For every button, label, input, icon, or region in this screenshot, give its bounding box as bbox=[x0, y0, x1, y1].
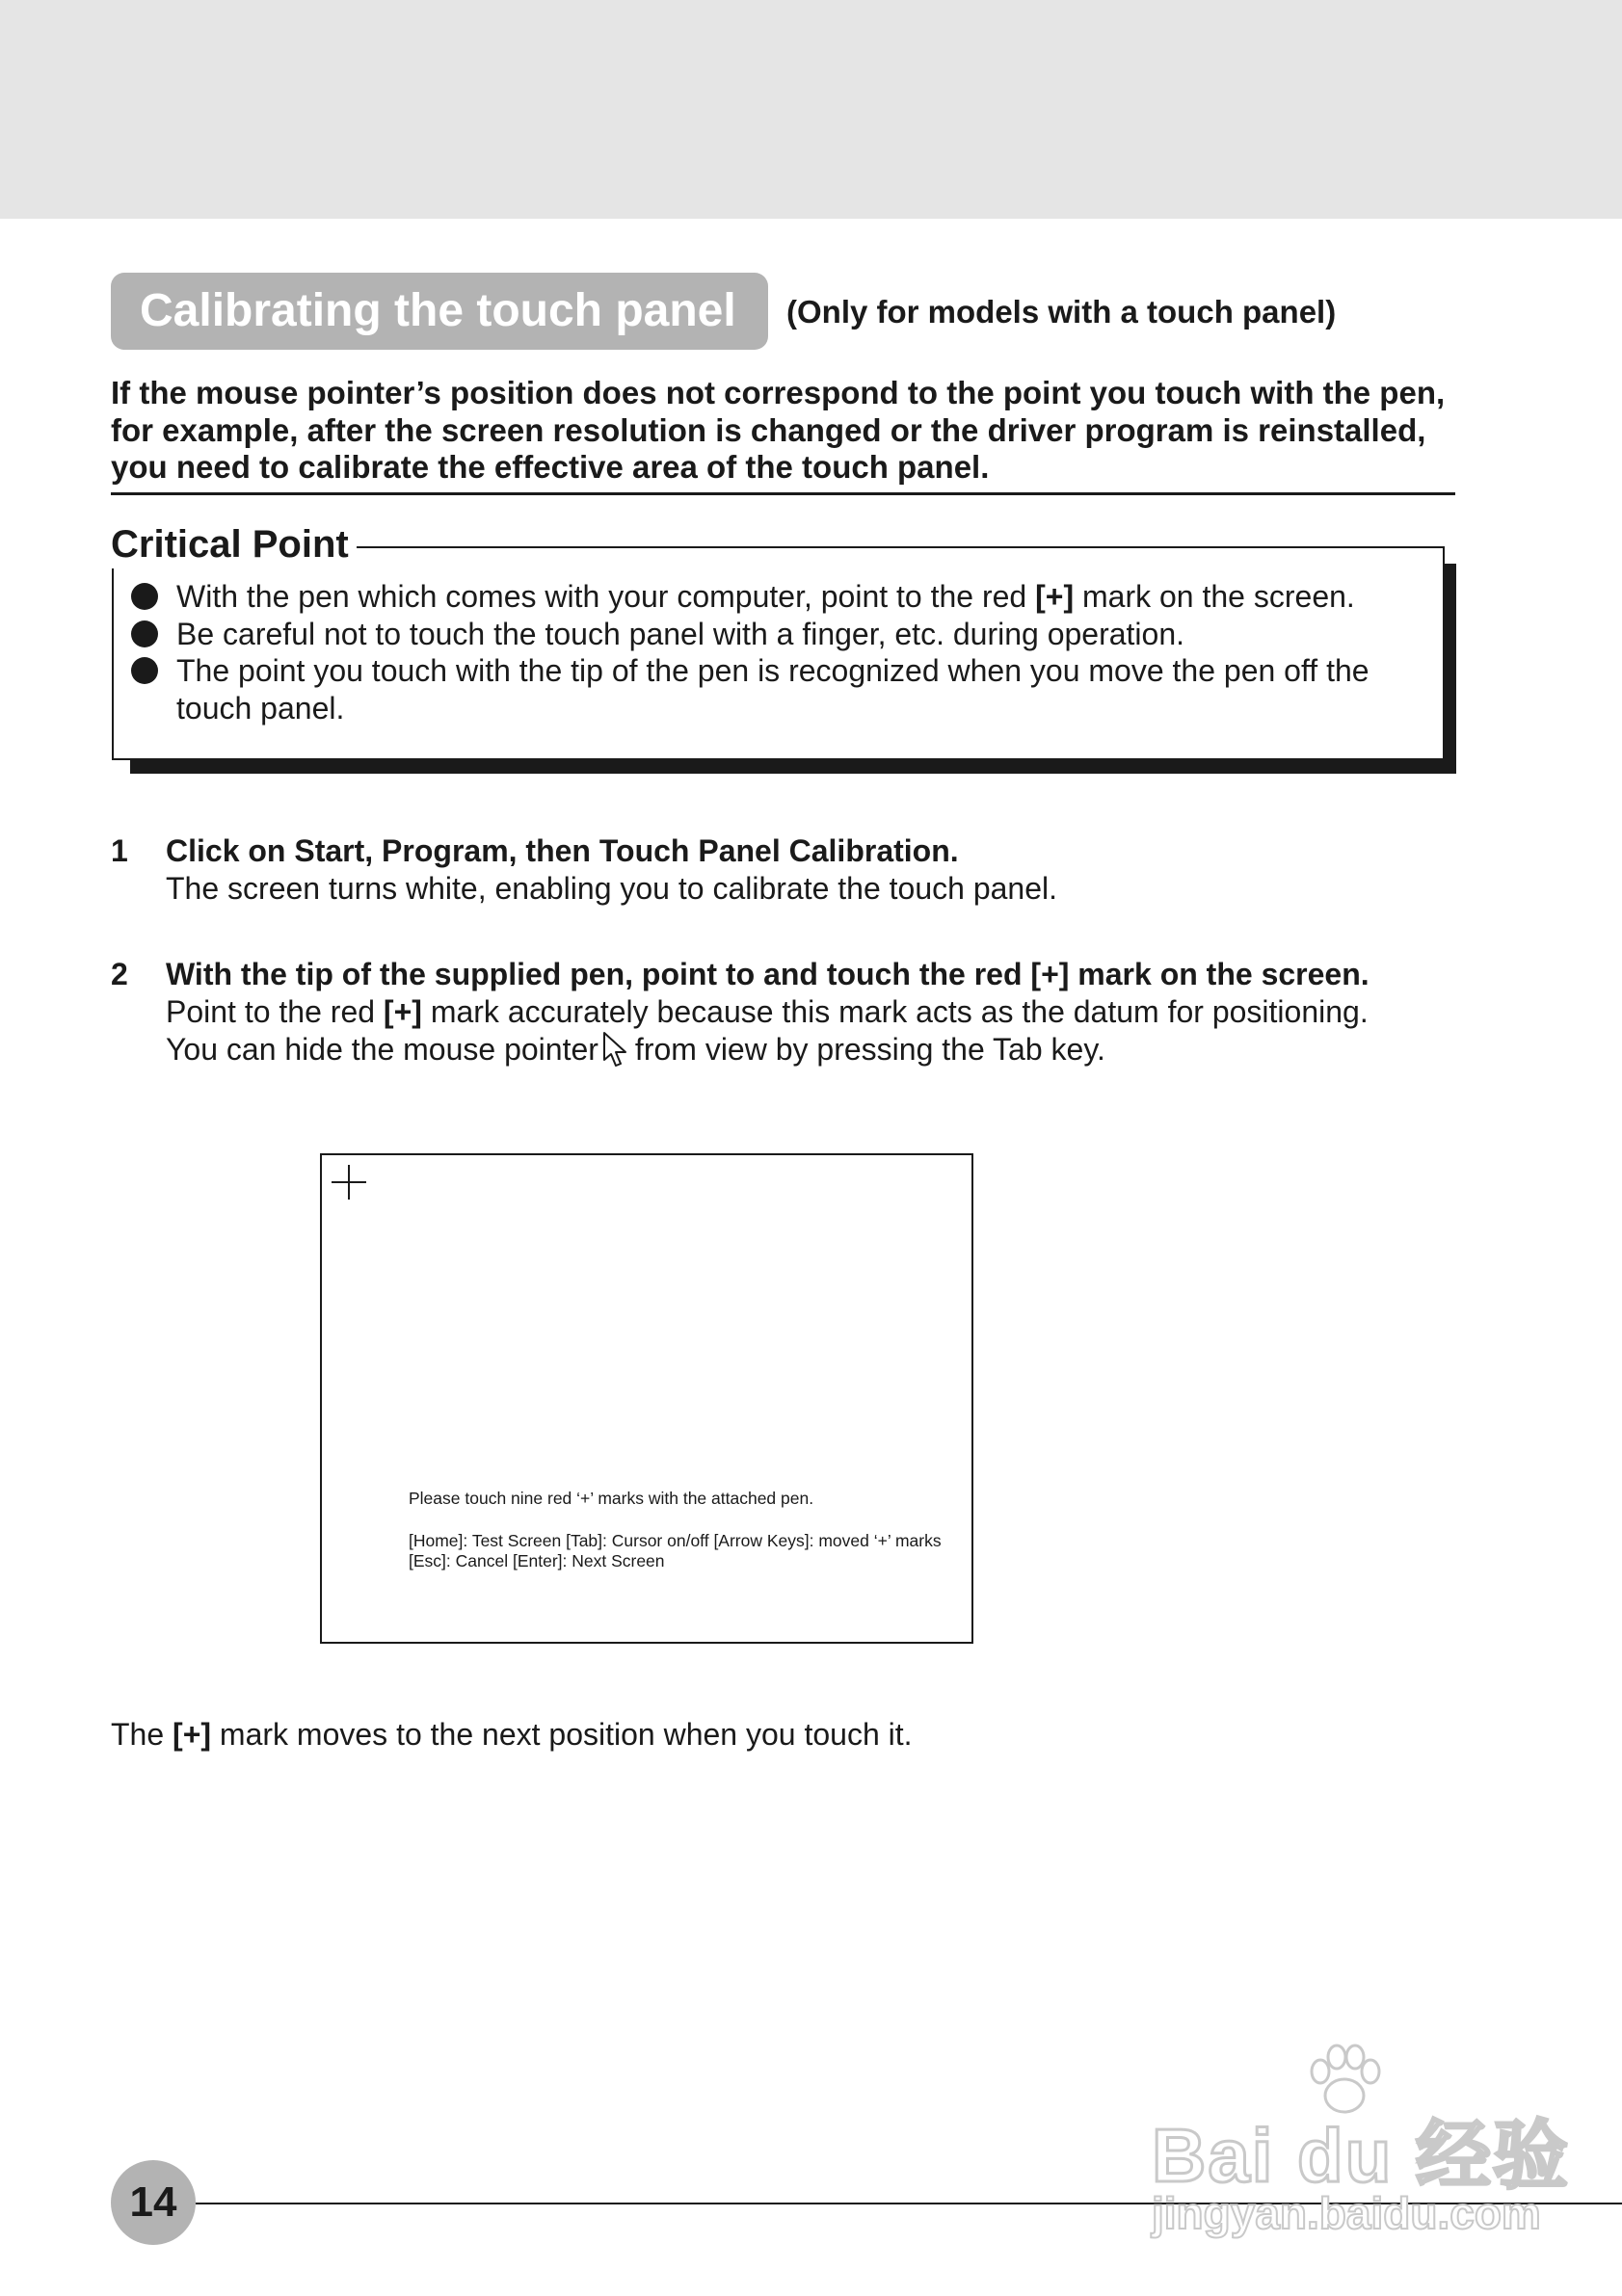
item-text: With the pen which comes with your computer, point to the red bbox=[176, 579, 1036, 614]
item-text: Be careful not to touch the touch panel with a finger, etc. during operation. bbox=[176, 616, 1185, 651]
outro-text: mark moves to the next position when you touch it. bbox=[211, 1717, 913, 1752]
top-band bbox=[0, 0, 1622, 219]
step-heading: With the tip of the supplied pen, point to and touch the red [+] mark on the screen. bbox=[166, 957, 1369, 991]
step-text-part: from view by pressing the Tab key. bbox=[634, 1032, 1105, 1067]
step-heading: Click on Start, Program, then Touch Panel Calibration. bbox=[166, 833, 959, 868]
critical-point-item bbox=[131, 578, 1432, 616]
section-title: Calibrating the touch panel bbox=[111, 273, 768, 350]
cursor-arrow-icon bbox=[602, 1031, 631, 1071]
watermark bbox=[1152, 2043, 1571, 2245]
step-text-part: Point to the red bbox=[166, 994, 384, 1029]
step-text bbox=[166, 1031, 1460, 1071]
step-number: 2 bbox=[111, 957, 128, 991]
plus-calibration-mark-icon bbox=[330, 1163, 368, 1201]
step-text: The screen turns white, enabling you to calibrate the touch panel. bbox=[166, 871, 1058, 906]
step-text bbox=[166, 993, 1460, 1031]
calibration-instructions bbox=[409, 1489, 968, 1571]
bullet-icon bbox=[131, 620, 158, 647]
section-subtitle: (Only for models with a touch panel) bbox=[786, 294, 1337, 330]
page-number: 14 bbox=[111, 2160, 196, 2245]
plus-mark-label: [+] bbox=[173, 1717, 212, 1752]
critical-point-list bbox=[131, 578, 1432, 726]
calibration-screen bbox=[320, 1153, 973, 1644]
step-number: 1 bbox=[111, 833, 128, 868]
step-text-part: mark accurately because this mark acts as the datum for positioning. bbox=[421, 994, 1369, 1029]
step-1 bbox=[111, 832, 1460, 908]
critical-point-item bbox=[131, 652, 1432, 726]
critical-point-item bbox=[131, 616, 1432, 653]
step-text-part: You can hide the mouse pointer bbox=[166, 1032, 598, 1067]
calibration-keys: [Esc]: Cancel [Enter]: Next Screen bbox=[409, 1551, 665, 1570]
item-text: The point you touch with the tip of the pen is recognized when you move the pen off the touch panel. bbox=[176, 653, 1369, 726]
step-2 bbox=[111, 956, 1460, 1071]
outro-paragraph bbox=[111, 1715, 913, 1754]
intro-paragraph: If the mouse pointer’s position does not correspond to the point you touch with the pen, for example, after the screen resolution is changed or the driver program is reinstalled, you need to calibrate the effective area of the touch panel. bbox=[111, 375, 1455, 495]
watermark-url: jingyan.baidu.com bbox=[1152, 2188, 1541, 2238]
calibration-message: Please touch nine red ‘+’ marks with the attached pen. bbox=[409, 1489, 814, 1508]
critical-point-title: Critical Point bbox=[111, 520, 357, 568]
outro-text: The bbox=[111, 1717, 173, 1752]
bullet-icon bbox=[131, 657, 158, 684]
watermark-brand: Bai du 经验 bbox=[1152, 2113, 1571, 2198]
plus-mark-label: [+] bbox=[1035, 579, 1075, 614]
item-text: mark on the screen. bbox=[1074, 579, 1355, 614]
plus-mark-label: [+] bbox=[383, 994, 422, 1029]
bullet-icon bbox=[131, 583, 158, 610]
calibration-keys: [Home]: Test Screen [Tab]: Cursor on/off [Arrow Keys]: moved ‘+’ marks bbox=[409, 1531, 942, 1550]
